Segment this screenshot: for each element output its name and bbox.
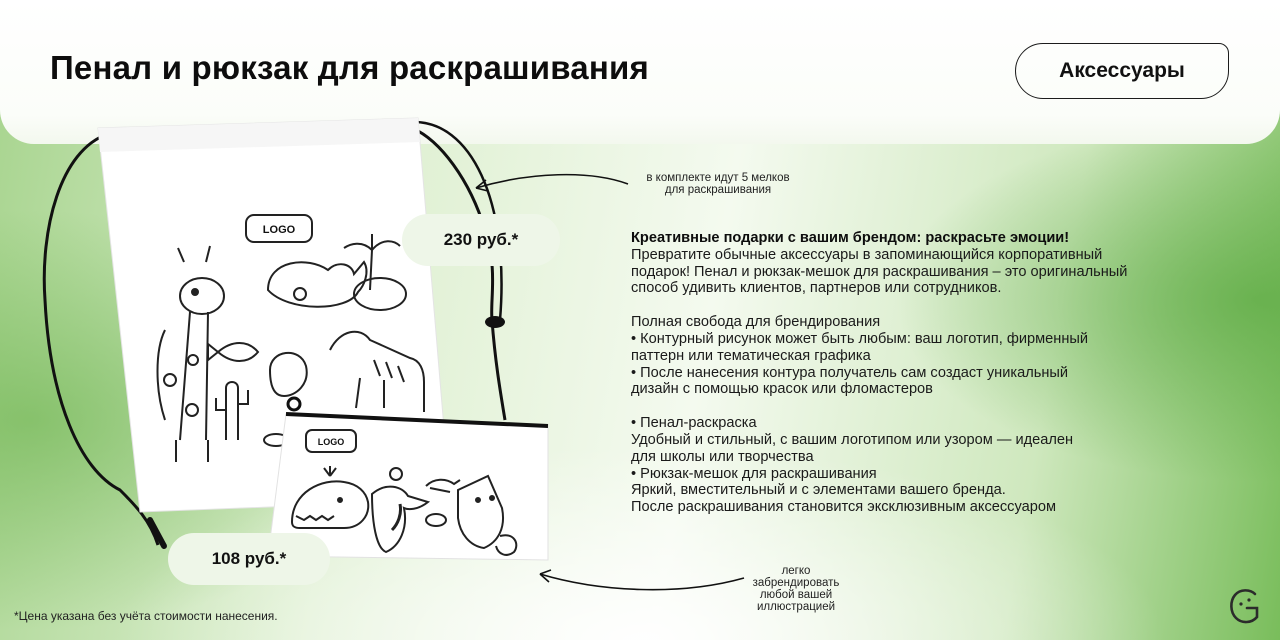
branding-note-line: иллюстрацией [756, 601, 836, 613]
arrow-icon [540, 574, 744, 590]
description-block [631, 230, 1221, 516]
description-line: способ удивить клиентов, партнеров или сотрудников. [631, 280, 1002, 297]
description-line: Яркий, вместительный и с элементами вашего бренда. [631, 482, 1006, 499]
description-line: Полная свобода для брендирования [631, 314, 881, 331]
description-line: дизайн с помощью красок или фломастеров [631, 381, 933, 398]
crayons-note-line: для раскрашивания [664, 184, 772, 196]
description-line: • Пенал-раскраска [631, 415, 757, 432]
description-line: • Рюкзак-мешок для раскрашивания [631, 465, 877, 482]
bag-knot [485, 316, 505, 328]
description-line: Превратите обычные аксессуары в запоминающийся корпоративный [631, 246, 1103, 263]
bag-price-badge: 230 руб.* [402, 214, 560, 266]
case-logo-text: LOGO [317, 437, 345, 447]
description-line: После раскрашивания становится эксклюзивным аксессуаром [631, 499, 1056, 516]
branding-note-line: любой вашей [759, 589, 833, 601]
description-line: подарок! Пенал и рюкзак-мешок для раскрашивания – это оригинальный [631, 263, 1128, 280]
description-line: для школы или творчества [631, 448, 814, 465]
price-footnote: *Цена указана без учёта стоимости нанесения. [14, 609, 278, 623]
branding-note-line: легко [781, 565, 811, 577]
page-title: Пенал и рюкзак для раскрашивания [50, 49, 649, 86]
description-line: • Контурный рисунок может быть любым: ваш логотип, фирменный [631, 330, 1089, 347]
description-headline: Креативные подарки с вашим брендом: раскрасьте эмоции! [631, 230, 1070, 246]
description-line: Удобный и стильный, с вашим логотипом или узором — идеален [631, 431, 1074, 448]
bag-logo-text: LOGO [262, 224, 296, 236]
branding-note-line: забрендировать [752, 577, 840, 589]
description-line: паттерн или тематическая графика [631, 347, 871, 364]
arrow-icon [476, 175, 628, 188]
description-line: • После нанесения контура получатель сам создаст уникальный [631, 364, 1069, 381]
crayons-note [612, 172, 824, 196]
crayons-note-line: в комплекте идут 5 мелков [646, 172, 790, 184]
brand-logo-icon [1228, 586, 1262, 626]
case-price-badge: 108 руб.* [168, 533, 330, 585]
branding-note [720, 565, 872, 613]
category-badge[interactable]: Аксессуары [1015, 43, 1229, 99]
